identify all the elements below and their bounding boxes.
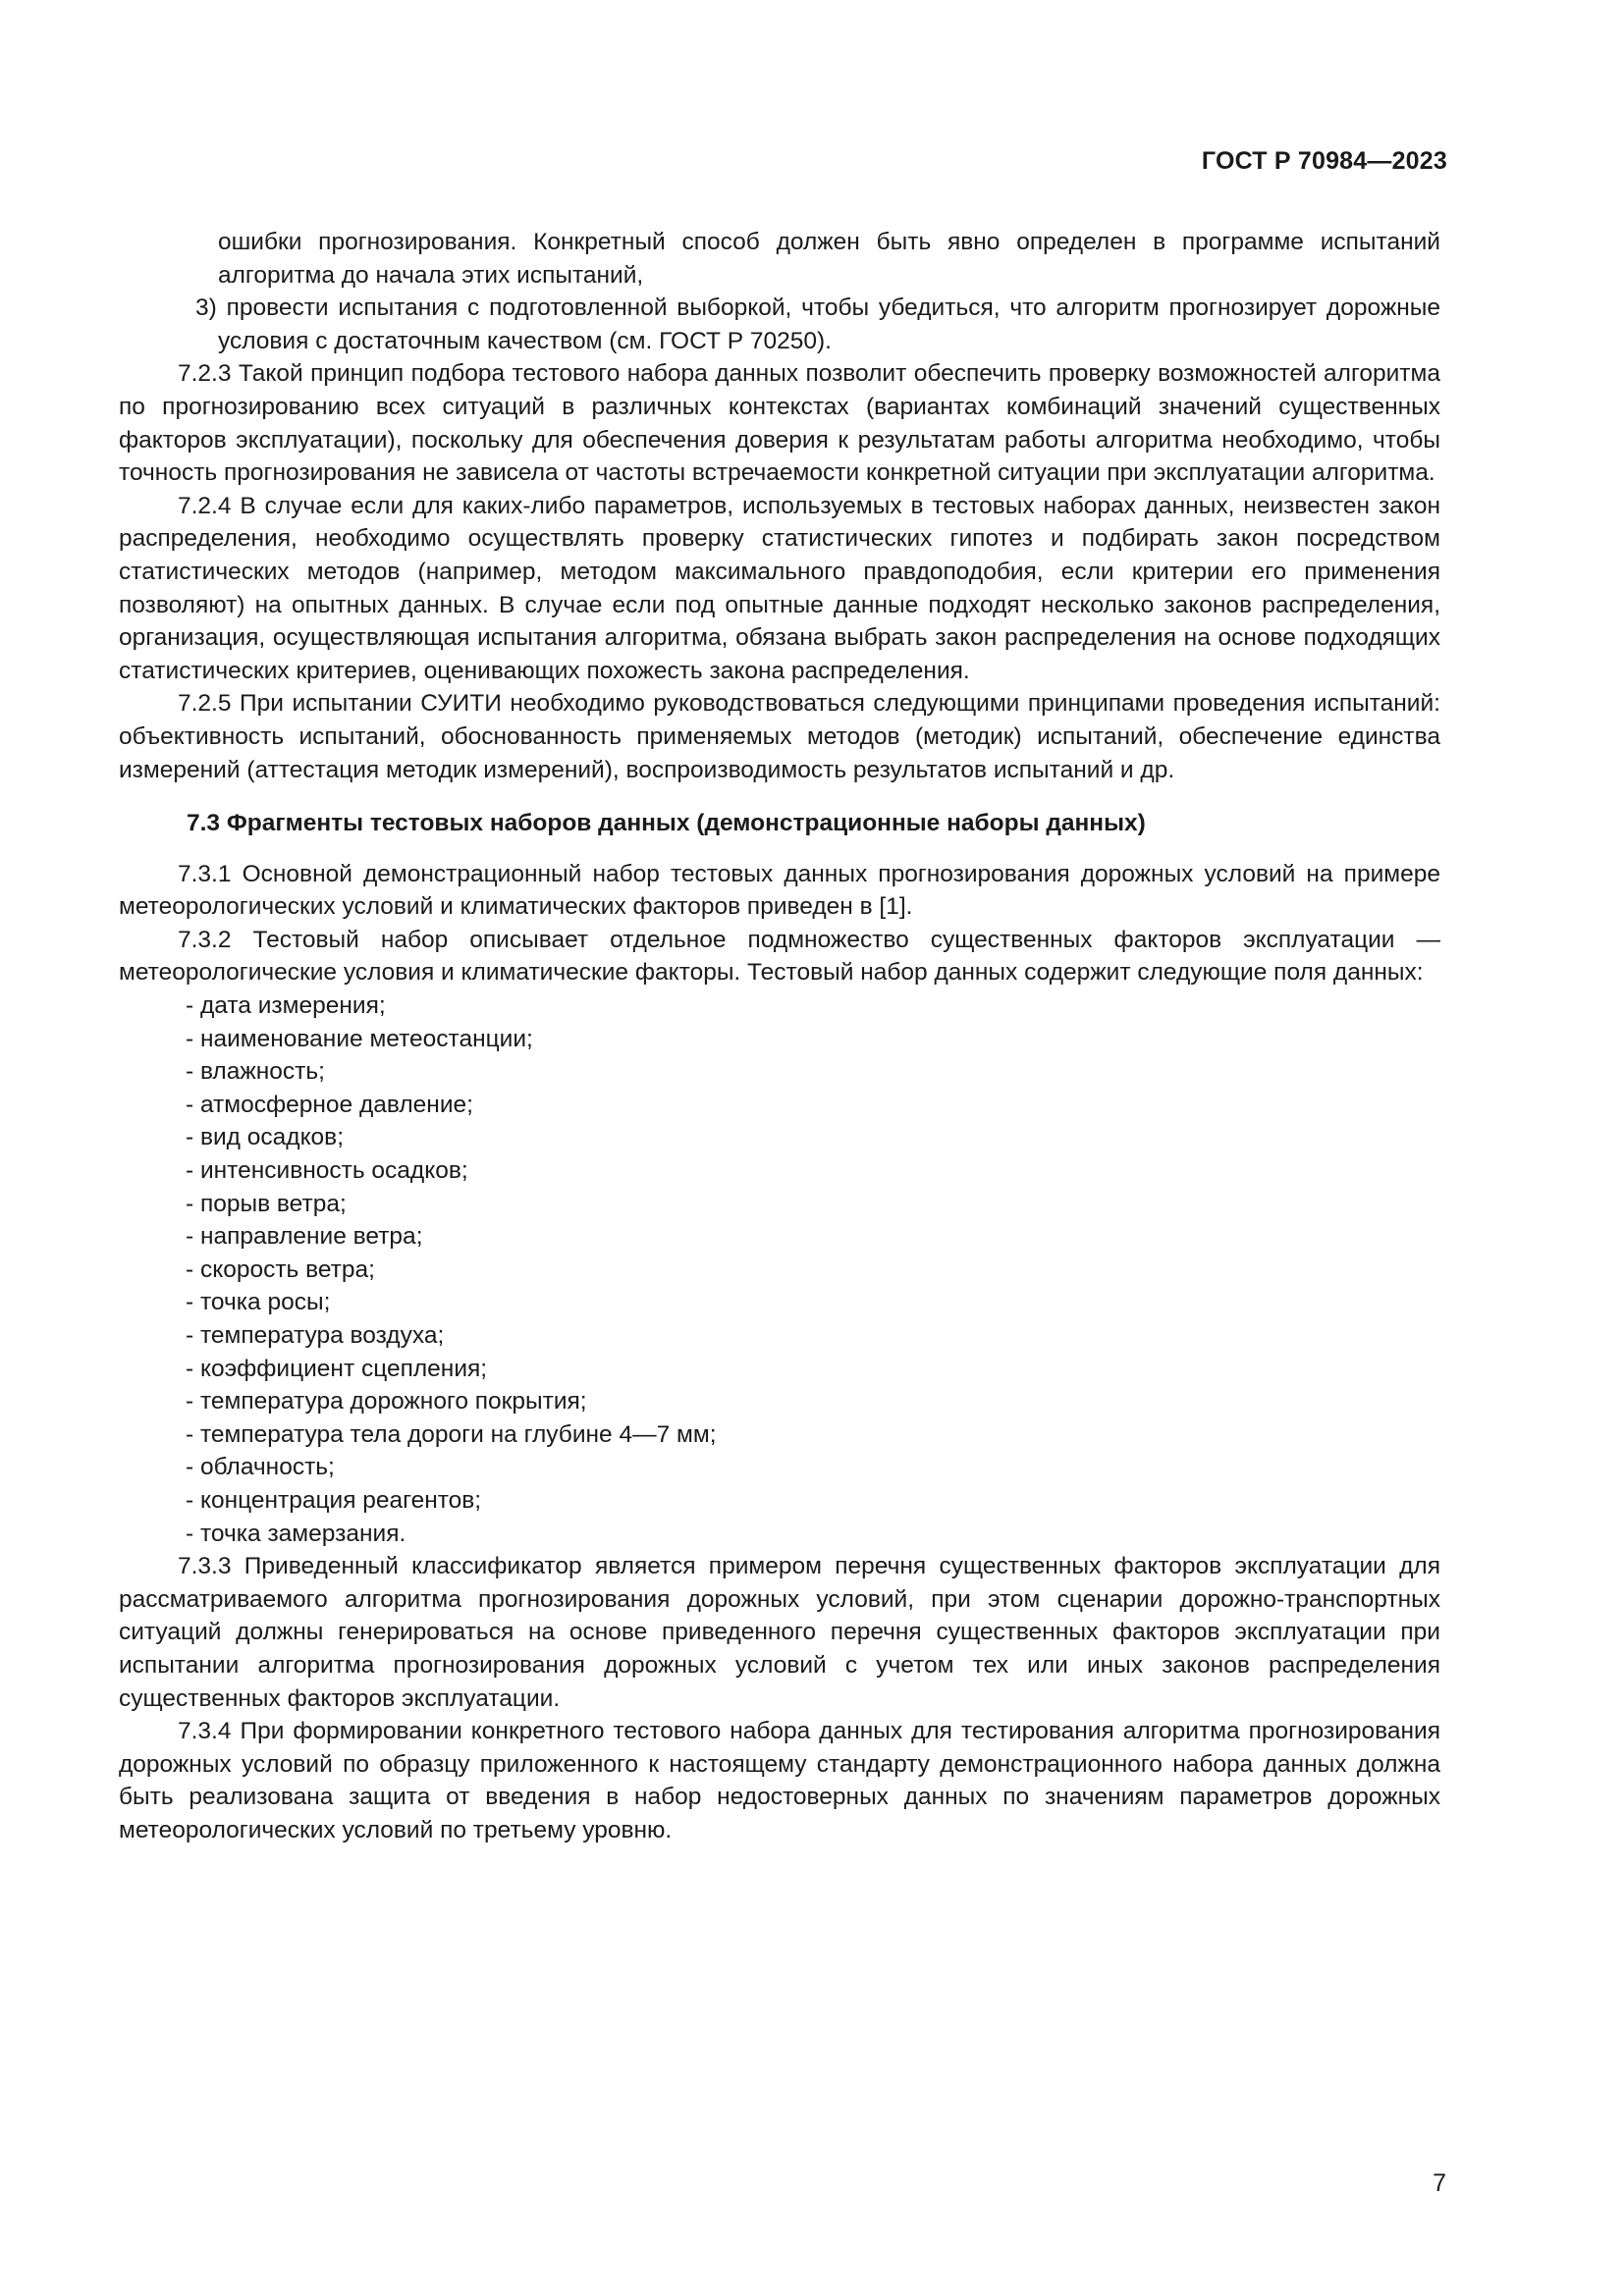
list-item-3: 3) провести испытания с подготовленной выборкой, чтобы убедиться, что алгоритм прогнозирует дорожные условия с достаточным качеством (см. ГОСТ Р 70250). — [195, 294, 1440, 354]
page-content — [119, 226, 1440, 1847]
list-item: - температура дорожного покрытия; — [186, 1388, 587, 1415]
paragraph-7-2-4: 7.2.4 В случае если для каких-либо параметров, используемых в тестовых наборах данных, неизвестен закон распределения, необходимо осуществлять проверку статистических гипотез и подбирать закон посредством статистических методов (например, методом максимального правдоподобия, если критерии его применения позволяют) на опытных данных. В случае если под опытные данные подходят несколько законов распределения, организация, осуществляющая испытания алгоритма, обязана выбрать закон распределения на основе подходящих статистических критериев, оценивающих похожесть закона распределения. — [119, 492, 1440, 684]
section-heading-7-3: 7.3 Фрагменты тестовых наборов данных (демонстрационные наборы данных) — [187, 810, 1146, 837]
list-item: - вид осадков; — [186, 1124, 345, 1151]
paragraph-7-3-4: 7.3.4 При формировании конкретного тестового набора данных для тестирования алгоритма прогнозирования дорожных условий по образцу приложенного к настоящему стандарту демонстрационного набора данных должна быть реализована защита от введения в набор недостоверных данных по значениям параметров дорожных метеорологических условий по третьему уровню. — [119, 1718, 1440, 1843]
paragraph-7-2-3: 7.2.3 Такой принцип подбора тестового набора данных позволит обеспечить проверку возможностей алгоритма по прогнозированию всех ситуаций в различных контекстах (вариантах комбинаций значений существенных факторов эксплуатации), поскольку для обеспечения доверия к результатам работы алгоритма необходимо, чтобы точность прогнозирования не зависела от частоты встречаемости конкретной ситуации при эксплуатации алгоритма. — [119, 360, 1440, 487]
list-item: - интенсивность осадков; — [186, 1157, 468, 1185]
list-item: - наименование метеостанции; — [186, 1025, 533, 1052]
list-item: - дата измерения; — [186, 992, 386, 1020]
paragraph-7-2-5: 7.2.5 При испытании СУИТИ необходимо руководствоваться следующими принципами проведения испытаний: объективность испытаний, обоснованность применяемых методов (методик) испытаний, обеспечение единства измерений (аттестация методик измерений), воспроизводимость результатов испытаний и др. — [119, 690, 1440, 783]
list-item: - точка росы; — [186, 1289, 331, 1316]
list-item: - облачность; — [186, 1454, 335, 1481]
list-item: - точка замерзания. — [186, 1520, 406, 1547]
list-item: - коэффициент сцепления; — [186, 1355, 488, 1382]
list-item: - температура воздуха; — [186, 1322, 445, 1349]
list-item-continuation: ошибки прогнозирования. Конкретный способ должен быть явно определен в программе испытаний алгоритма до начала этих испытаний, — [218, 229, 1440, 289]
list-item: - скорость ветра; — [186, 1255, 375, 1283]
document-code: ГОСТ Р 70984—2023 — [1201, 147, 1447, 175]
page-number: 7 — [1433, 2169, 1446, 2197]
paragraph-7-3-3: 7.3.3 Приведенный классификатор является примером перечня существенных факторов эксплуатации для рассматриваемого алгоритма прогнозирования дорожных условий, при этом сценарии дорожно-транспортных ситуаций должны генерироваться на основе приведенного перечня существенных факторов эксплуатации при испытании алгоритма прогнозирования дорожных условий с учетом тех или иных законов распределения существенных факторов эксплуатации. — [119, 1553, 1440, 1712]
list-item: - влажность; — [186, 1058, 325, 1086]
list-item: - температура тела дороги на глубине 4—7 мм; — [186, 1420, 717, 1448]
paragraph-7-3-1: 7.3.1 Основной демонстрационный набор тестовых данных прогнозирования дорожных условий на примере метеорологических условий и климатических факторов приведен в [1]. — [119, 860, 1440, 921]
list-item: - порыв ветра; — [186, 1190, 347, 1217]
data-fields-list — [119, 989, 1440, 1550]
list-item: - направление ветра; — [186, 1223, 423, 1251]
list-item: - концентрация реагентов; — [186, 1486, 482, 1514]
list-item: - атмосферное давление; — [186, 1091, 473, 1118]
paragraph-7-3-2: 7.3.2 Тестовый набор описывает отдельное подмножество существенных факторов эксплуатации — метеорологические условия и климатические факторы. Тестовый набор данных содержит следующие поля данных: — [119, 926, 1440, 987]
